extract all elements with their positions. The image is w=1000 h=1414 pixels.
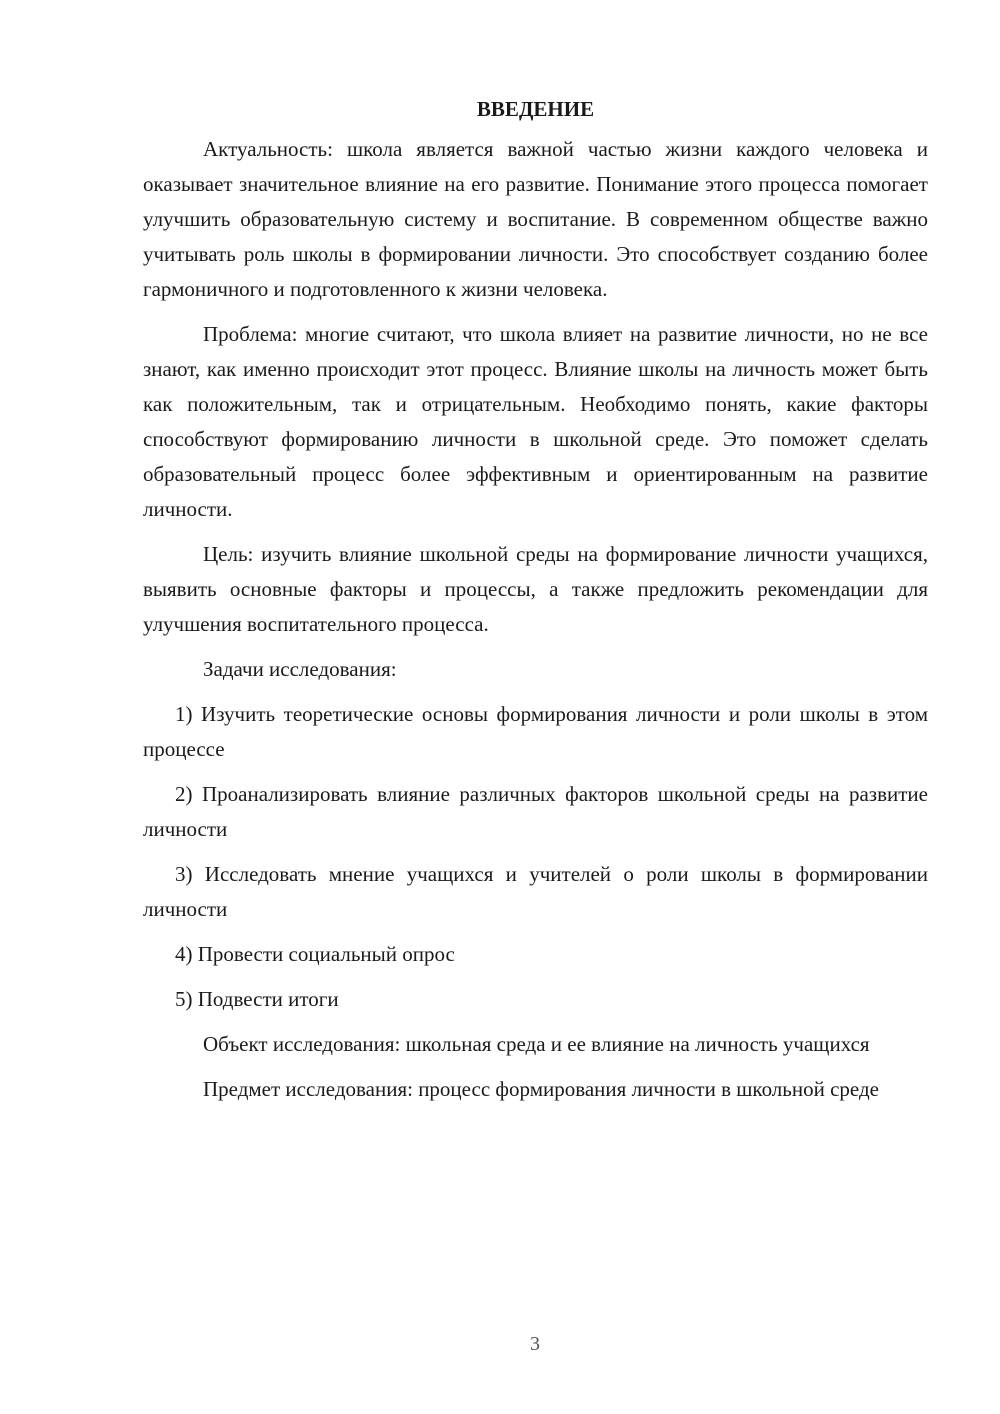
task-item-2: 2) Проанализировать влияние различных факторов школьной среды на развитие личности	[143, 782, 928, 841]
task-item-5: 5) Подвести итоги	[175, 987, 339, 1011]
task-item-1: 1) Изучить теоретические основы формирования личности и роли школы в этом процессе	[143, 702, 928, 761]
subject-paragraph: Предмет исследования: процесс формирования личности в школьной среде	[203, 1077, 879, 1101]
task-item-4: 4) Провести социальный опрос	[175, 942, 455, 966]
page-number: 3	[530, 1333, 540, 1355]
task-item-3: 3) Исследовать мнение учащихся и учителей о роли школы в формировании личности	[143, 862, 928, 921]
goal-paragraph: Цель: изучить влияние школьной среды на формирование личности учащихся, выявить основные факторы и процессы, а также предложить рекомендации для улучшения воспитательного процесса.	[143, 542, 928, 636]
page-title: ВВЕДЕНИЕ	[476, 97, 595, 121]
object-paragraph: Объект исследования: школьная среда и ее влияние на личность учащихся	[203, 1032, 870, 1056]
problem-paragraph: Проблема: многие считают, что школа влияет на развитие личности, но не все знают, как именно происходит этот процесс. Влияние школы на личность может быть как положительным, так и отрицательным. Необходимо понять, какие факторы способствуют формированию личности в школьной среде. Это поможет сделать образовательный процесс более эффективным и ориентированным на развитие личности.	[143, 322, 928, 521]
relevance-paragraph: Актуальность: школа является важной частью жизни каждого человека и оказывает значительное влияние на его развитие. Понимание этого процесса помогает улучшить образовательную систему и воспитание. В современном обществе важно учитывать роль школы в формировании личности. Это способствует созданию более гармоничного и подготовленного к жизни человека.	[143, 137, 928, 301]
document-body	[143, 92, 928, 1117]
tasks-title: Задачи исследования:	[203, 657, 397, 681]
